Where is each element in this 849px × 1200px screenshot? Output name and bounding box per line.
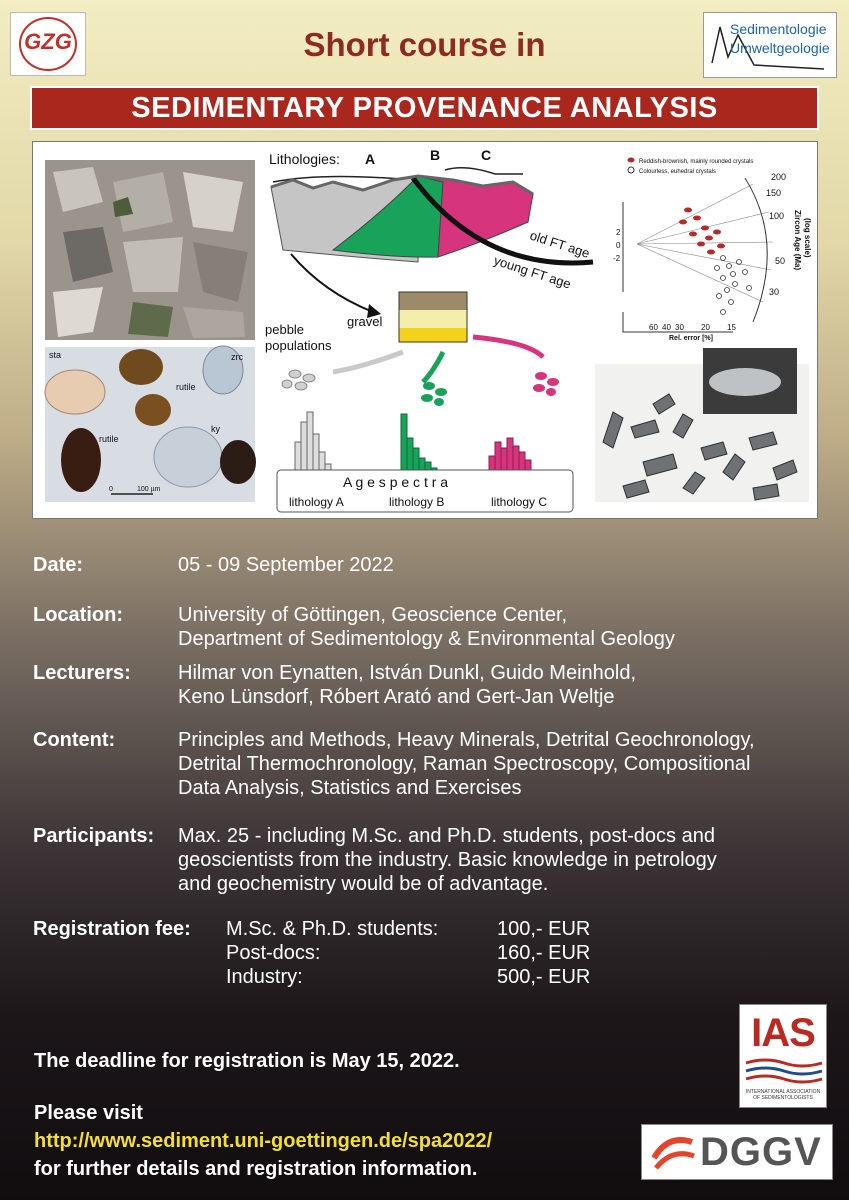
label-zrc: zrc — [231, 352, 243, 362]
fee-groups — [226, 917, 438, 989]
provenance-figure — [32, 141, 818, 519]
lithology-diagram — [265, 147, 593, 512]
fee-amount-students: 100,- EUR — [497, 918, 591, 940]
lithology-a-caption: lithology A — [289, 495, 344, 509]
lithologies-label: Lithologies: — [269, 151, 340, 167]
radial-plot — [613, 158, 812, 343]
thin-section-photo — [45, 160, 255, 340]
participants-value — [178, 824, 717, 896]
heavy-minerals-photo — [45, 346, 256, 502]
age-spectra-label: A g e s p e c t r a — [343, 474, 449, 490]
zircon-crystals-photo — [595, 348, 809, 502]
fee-amount-industry: 500,- EUR — [497, 966, 591, 988]
litho-c-label: C — [481, 147, 492, 163]
participants-line-1: Max. 25 - including M.Sc. and Ph.D. students, post-docs and — [178, 825, 715, 847]
radial-tick-50: 50 — [775, 256, 786, 266]
histogram-a — [295, 412, 331, 478]
participants-label: Participants: — [33, 825, 155, 847]
content-label: Content: — [33, 729, 116, 751]
radial-legend-2: Colourless, euhedral crystals — [639, 169, 717, 175]
date-value: 05 - 09 September 2022 — [178, 554, 394, 576]
location-value — [178, 603, 675, 651]
content-line-3: Data Analysis, Statistics and Exercises — [178, 777, 522, 799]
fee-group-students: M.Sc. & Ph.D. students: — [226, 918, 439, 940]
gravel-label: gravel — [347, 314, 383, 329]
radial-tick-200: 200 — [771, 172, 787, 182]
fee-amount-postdocs: 160,- EUR — [497, 942, 591, 964]
course-url-link[interactable]: http://www.sediment.uni-goettingen.de/spa2022/ — [34, 1130, 493, 1152]
dggv-swirl-icon — [648, 1128, 698, 1178]
radial-tick-30: 30 — [769, 287, 780, 297]
provenance-figure-svg — [33, 142, 818, 519]
lithology-c-caption: lithology C — [491, 495, 548, 509]
content-line-1: Principles and Methods, Heavy Minerals, Detrital Geochronology, — [178, 729, 755, 751]
further-details: for further details and registration information. — [34, 1158, 478, 1180]
ias-logo — [739, 1004, 827, 1108]
rel-error-label: Rel. error [%] — [669, 335, 713, 342]
litho-a-label: A — [365, 151, 376, 167]
gzg-logo-text: GZG — [24, 29, 72, 54]
young-ft-label: young FT age — [492, 252, 573, 292]
sedimentologie-logo-line2: Umweltgeologie — [730, 40, 830, 56]
radial-axis-title: Zircon Age (Ma) — [793, 210, 802, 271]
radial-y-minus2: -2 — [613, 254, 621, 263]
old-ft-label: old FT age — [528, 227, 592, 261]
content-line-2: Detrital Thermochronology, Raman Spectroscopy, Compositional — [178, 753, 751, 775]
label-rutile-2: rutile — [99, 434, 119, 444]
participants-line-2: geoscientists from the industry. Basic knowledge in petrology — [178, 849, 717, 871]
pebble-label-1: pebble — [265, 322, 305, 337]
ias-wave-icon — [740, 1057, 828, 1087]
date-label: Date: — [33, 554, 84, 576]
radial-y-2: 2 — [616, 228, 621, 237]
fee-amounts — [497, 917, 590, 989]
scale-zero: 0 — [109, 486, 113, 493]
participants-line-3: and geochemistry would be of advantage. — [178, 873, 549, 895]
ias-logo-subtitle: INTERNATIONAL ASSOCIATION OF SEDIMENTOLOGISTS — [745, 1089, 821, 1101]
location-line-1: University of Göttingen, Geoscience Center, — [178, 604, 568, 626]
rel-error-tick-40: 40 — [662, 323, 671, 332]
rel-error-tick-60: 60 — [649, 323, 658, 332]
location-line-2: Department of Sedimentology & Environmental Geology — [178, 628, 675, 650]
registration-fee-label: Registration fee: — [33, 918, 191, 940]
location-label: Location: — [33, 604, 123, 626]
fee-group-industry: Industry: — [226, 966, 303, 988]
radial-y-0: 0 — [616, 241, 621, 250]
content-value — [178, 728, 755, 800]
label-sta: sta — [49, 350, 62, 360]
rel-error-tick-30: 30 — [675, 323, 684, 332]
radial-tick-100: 100 — [769, 211, 785, 221]
dggv-logo — [641, 1124, 833, 1180]
fee-group-postdocs: Post-docs: — [226, 942, 321, 964]
scale-100: 100 µm — [137, 486, 161, 493]
please-visit: Please visit — [34, 1102, 143, 1124]
radial-legend-1: Reddish-brownish, mainly rounded crystals — [639, 159, 754, 165]
lecturers-value — [178, 661, 636, 709]
rel-error-tick-15: 15 — [727, 323, 736, 332]
lithology-b-caption: lithology B — [389, 495, 445, 509]
pebble-label-2: populations — [265, 338, 332, 353]
litho-b-label: B — [430, 147, 441, 163]
sedimentologie-logo-line1: Sedimentologie — [730, 21, 827, 37]
course-title-banner: SEDIMENTARY PROVENANCE ANALYSIS — [30, 86, 819, 130]
label-ky: ky — [211, 424, 220, 434]
histogram-b — [401, 414, 437, 478]
course-subtitle: Short course in — [303, 26, 546, 63]
lecturers-line-2: Keno Lünsdorf, Róbert Arató and Gert-Jan Weltje — [178, 686, 615, 708]
registration-deadline: The deadline for registration is May 15, 2022. — [34, 1050, 460, 1072]
ias-logo-text: IAS — [751, 1011, 815, 1055]
dggv-logo-text: DGGV — [700, 1130, 822, 1174]
rel-error-tick-20: 20 — [701, 323, 710, 332]
label-rutile-1: rutile — [176, 382, 196, 392]
lecturers-line-1: Hilmar von Eynatten, István Dunkl, Guido Meinhold, — [178, 662, 636, 684]
radial-tick-150: 150 — [766, 188, 782, 198]
lecturers-label: Lecturers: — [33, 662, 131, 684]
radial-axis-subtitle: (log scale) — [803, 218, 812, 258]
